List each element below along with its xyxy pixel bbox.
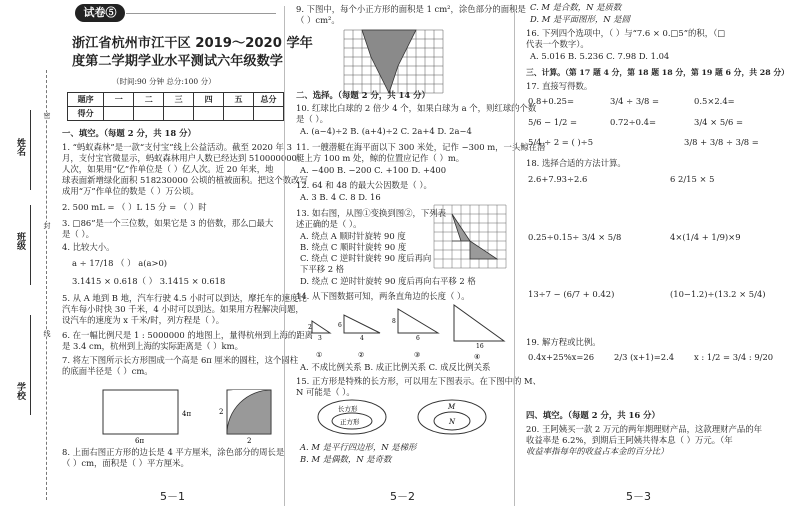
choice-option[interactable]: C. 绕点 C 逆时针旋转 90 度后再向: [300, 253, 432, 263]
score-input[interactable]: [224, 107, 254, 121]
calc-item: x : 1/2 = 3/4 : 9/20: [694, 352, 774, 362]
calc-item: 6 2/15 × 5: [670, 174, 715, 184]
text-line: 2. 500 mL = （ ）L 15 分 = （ ）时: [62, 202, 207, 212]
calc-item: 0.5×2.4=: [694, 96, 735, 106]
section-fill-blank-2: 四、填空。（每题 2 分，共 16 分）: [526, 410, 660, 420]
text-line: 18. 选择合适的方法计算。: [526, 158, 626, 168]
fig-shaded-region: [227, 390, 271, 434]
text-line: 收益率是 6.2%，到期后王阿姨共得本息（ ）万元。（年: [526, 435, 733, 445]
seal-text-1: 密: [43, 112, 51, 119]
choice-option[interactable]: D. M 是平面图形，N 是圆: [530, 14, 630, 24]
fig-rect-bottom-label: 6π: [135, 437, 145, 444]
fig-square-bottom-label: 2: [247, 437, 252, 444]
text-line: 3. □86”是一个三位数，如果它是 3 的倍数，那么□最大: [62, 218, 274, 228]
calc-item: 0.8+0.25=: [528, 96, 575, 106]
choice-option[interactable]: A. 绕点 A 顺时针旋转 90 度: [300, 231, 406, 241]
score-row-values: [68, 107, 284, 121]
dim-label: 4: [360, 335, 364, 342]
choice-options[interactable]: A. −400 B. −200 C. +100 D. +400: [300, 165, 447, 175]
text-line: 15. 正方形是特殊的长方形，可以用左下图表示。在下图中的 M、: [296, 376, 541, 386]
text-line: （ ）cm，面积是（ ）平方厘米。: [62, 458, 189, 468]
seal-text-2: 封: [43, 222, 51, 229]
text-line: 19. 解方程或比例。: [526, 337, 601, 347]
text-line: 5. 从 A 地到 B 地，汽车行驶 4.5 小时可以到达，摩托车的速度比: [62, 293, 307, 303]
school-label: 学校: [15, 382, 25, 400]
page-column-1: [0, 0, 313, 513]
score-input[interactable]: [254, 107, 284, 121]
calc-item: 5/6 − 1/2 =: [528, 117, 577, 127]
text-line: 是 3.4 cm，杭州到上海的实际距离是（ ）km。: [62, 341, 243, 351]
score-cell: 得分: [68, 107, 104, 121]
figure-q13-rotation: [432, 203, 512, 269]
choice-options[interactable]: A. 5.016 B. 5.236 C. 7.98 D. 1.04: [530, 51, 670, 61]
calc-item: 0.4x+25%x=26: [528, 352, 595, 362]
text-line: 6. 在一幅比例尺是 1 : 5000000 的地图上，量得杭州到上海的距离: [62, 330, 313, 340]
score-cell: 三: [164, 93, 194, 107]
text-line: 收益率指每年的收益占本金的百分比）: [526, 446, 669, 456]
score-cell: 总分: [254, 93, 284, 107]
dim-label: 8: [392, 318, 396, 325]
triangle-index: ①: [316, 351, 323, 359]
paper-badge: 试卷⑤: [75, 4, 125, 22]
text-line: 的底面半径是（ ）cm。: [62, 366, 153, 376]
score-cell: 题序: [68, 93, 104, 107]
text-line: 13. 如右图，从图①变换到图②，下列表: [296, 208, 446, 218]
choice-option[interactable]: A. M 是平行四边形，N 是梯形: [300, 442, 417, 452]
section-choice: 二、选择。（每题 2 分，共 14 分）: [296, 90, 430, 100]
calc-item: 3/8 + 3/8 ÷ 3/8 =: [684, 137, 759, 147]
score-row-headers: [68, 93, 284, 107]
text-line: 4. 比较大小。: [62, 242, 115, 252]
score-cell: 二: [134, 93, 164, 107]
choice-option[interactable]: D. 绕点 C 逆时针旋转 90 度后再向右平移 2 格: [300, 276, 476, 286]
text-line: 8. 上面右图正方形的边长是 4 平方厘米，涂色部分的周长是: [62, 447, 285, 457]
triangle-index: ④: [474, 353, 481, 361]
venn-label: N: [449, 418, 456, 426]
triangle-index: ③: [414, 351, 421, 359]
triangle-3: [398, 309, 438, 333]
class-label: 班级: [15, 232, 25, 250]
fig-rectangle: [103, 390, 178, 434]
figure-q15-venn: [314, 397, 494, 437]
calc-item: (10−1.2)÷(13.2 × 5/4): [670, 289, 766, 299]
calc-item: 2.6+7.93÷2.6: [528, 174, 588, 184]
title-line-1: 浙江省杭州市江干区 2019～2020 学年: [72, 36, 313, 51]
text-line: 7. 将左下图所示长方形围成一个高是 6π 厘米的圆柱，这个圆柱: [62, 355, 299, 365]
page-number: 5－2: [390, 490, 415, 503]
dim-label: 2: [308, 324, 312, 331]
text-line: 17. 直接写得数。: [526, 81, 593, 91]
calc-item: 2/3 (x+1)=2.4: [614, 352, 675, 362]
score-cell: 五: [224, 93, 254, 107]
text-line: 14. 从下图数据可知，两条直角边的长度（ ）。: [296, 291, 470, 301]
dim-label: 6: [338, 322, 342, 329]
header-rule: [126, 13, 276, 14]
text-line: 16. 下列四个选项中，（ ）与“7.6 × 0.□5”的积，（□: [526, 28, 726, 38]
text-line: 20. 王阿姨买一款 2 万元的两年期理财产品，这款理财产品的年: [526, 424, 763, 434]
text-line: 12. 64 和 48 的最大公因数是（ ）。: [296, 180, 432, 190]
page-column-3: [514, 0, 794, 513]
page-number: 5－3: [626, 490, 651, 503]
calc-item: 5/4 ÷ 2 = ( )÷5: [528, 137, 594, 147]
choice-option[interactable]: B. 绕点 C 顺时针旋转 90 度: [300, 242, 407, 252]
text-line: 艇上方 100 m 处，鲸的位置应记作（ ）m。: [296, 153, 465, 163]
text-line: 10. 红球比白球的 2 倍少 4 个，如果白球为 a 个，则红球的个数: [296, 103, 537, 113]
score-input[interactable]: [134, 107, 164, 121]
dim-label: 16: [476, 343, 484, 350]
title-line-2: 度第二学期学业水平测试六年级数学: [72, 54, 283, 69]
dim-label: 3: [318, 335, 322, 342]
dim-label: 6: [416, 335, 420, 342]
page-number: 5－1: [160, 490, 185, 503]
text-line: 是（ ）。: [296, 114, 328, 124]
exam-meta: （时间:90 分钟 总分:100 分）: [112, 77, 216, 86]
calc-item: 0.25÷0.15÷ 3/4 × 5/8: [528, 232, 622, 242]
calc-item: 3/4 × 5/6 =: [694, 117, 743, 127]
triangle-4: [454, 305, 504, 341]
text-line: 11. 一艘潜艇在海平面以下 300 米处，记作 −300 m，一头鲸在潜: [296, 142, 546, 152]
score-cell: 一: [104, 93, 134, 107]
text-line: a ÷ 17/18 （ ） a(a>0): [72, 258, 168, 268]
seal-text-3: 线: [43, 330, 51, 337]
venn-label: M: [448, 403, 456, 411]
choice-option[interactable]: 下平移 2 格: [300, 264, 345, 274]
score-input[interactable]: [104, 107, 134, 121]
text-line: 9. 下图中，每个小正方形的面积是 1 cm²，涂色部分的面积是: [296, 4, 526, 14]
text-line: 是（ ）。: [62, 229, 94, 239]
section-fill-blank: 一、填空。（每题 2 分，共 18 分）: [62, 128, 196, 138]
score-table: [67, 92, 284, 121]
figure-q7-q8: [85, 382, 275, 444]
name-label: 姓名: [15, 138, 25, 156]
text-line: 球表面新增绿化面积 518230000 公顷的植被面积。把这个数改写: [62, 175, 308, 185]
text-line: 人次，如果用“亿”作单位是（ ）亿人次。近 20 年来，地: [62, 164, 274, 174]
text-line: 述正确的是（ ）。: [296, 219, 362, 229]
triangle-1: [312, 321, 330, 333]
shaded-polygon: [362, 30, 416, 93]
text-line: 1. “蚂蚁森林”是一款“支付宝”线上公益活动。截至 2020 年 3: [62, 142, 292, 152]
text-line: 月，支付宝官微显示，蚂蚁森林用户人数已经达到 510000000: [62, 153, 297, 163]
text-line: 代表一个数字）。: [526, 39, 589, 49]
fig-rect-side-label: 4π: [182, 410, 192, 418]
choice-option[interactable]: C. M 是合数，N 是质数: [530, 2, 622, 12]
text-line: 成用“万”作单位的数是（ ）万公顷。: [62, 186, 199, 196]
text-line: N 可能是（ ）。: [296, 387, 355, 397]
section-calc: 三、计算。（第 17 题 4 分，第 18 题 18 分，第 19 题 6 分，共 28 分）: [526, 68, 789, 77]
figure-q14-triangles: [308, 303, 508, 361]
calc-item: 3/4 ÷ 3/8 =: [610, 96, 659, 106]
choice-options[interactable]: A. 3 B. 4 C. 8 D. 16: [300, 192, 381, 202]
venn-label: 正方形: [340, 418, 360, 426]
score-input[interactable]: [194, 107, 224, 121]
triangle-index: ②: [358, 351, 365, 359]
calc-item: 4×(1/4 + 1/9)×9: [670, 232, 741, 242]
choice-options[interactable]: A. (a−4)÷2 B. (a+4)÷2 C. 2a+4 D. 2a−4: [300, 126, 472, 136]
score-input[interactable]: [164, 107, 194, 121]
venn-label: 长方形: [338, 405, 358, 413]
text-line: 设汽车的速度为 x 千米/时，列方程是（ ）。: [62, 315, 225, 325]
text-line: 汽车每小时快 30 千米，4 小时可以到达。如果用方程解决问题，: [62, 304, 304, 314]
calc-item: 0.72÷0.4=: [610, 117, 657, 127]
choice-option[interactable]: B. M 是偶数，N 是奇数: [300, 454, 392, 464]
page-column-2: [284, 0, 546, 513]
text-line: 3.1415 × 0.618（ ） 3.1415 × 0.618: [72, 276, 226, 286]
calc-item: 13÷7 − (6/7 + 0.42): [528, 289, 615, 299]
score-cell: 四: [194, 93, 224, 107]
fig-square-side-label: 2: [219, 408, 224, 416]
text-line: （ ）cm²。: [296, 15, 340, 25]
choice-options[interactable]: A. 不成比例关系 B. 成正比例关系 C. 成反比例关系: [300, 362, 491, 372]
triangle-2: [344, 315, 380, 333]
figure-q9-grid: [340, 27, 452, 97]
